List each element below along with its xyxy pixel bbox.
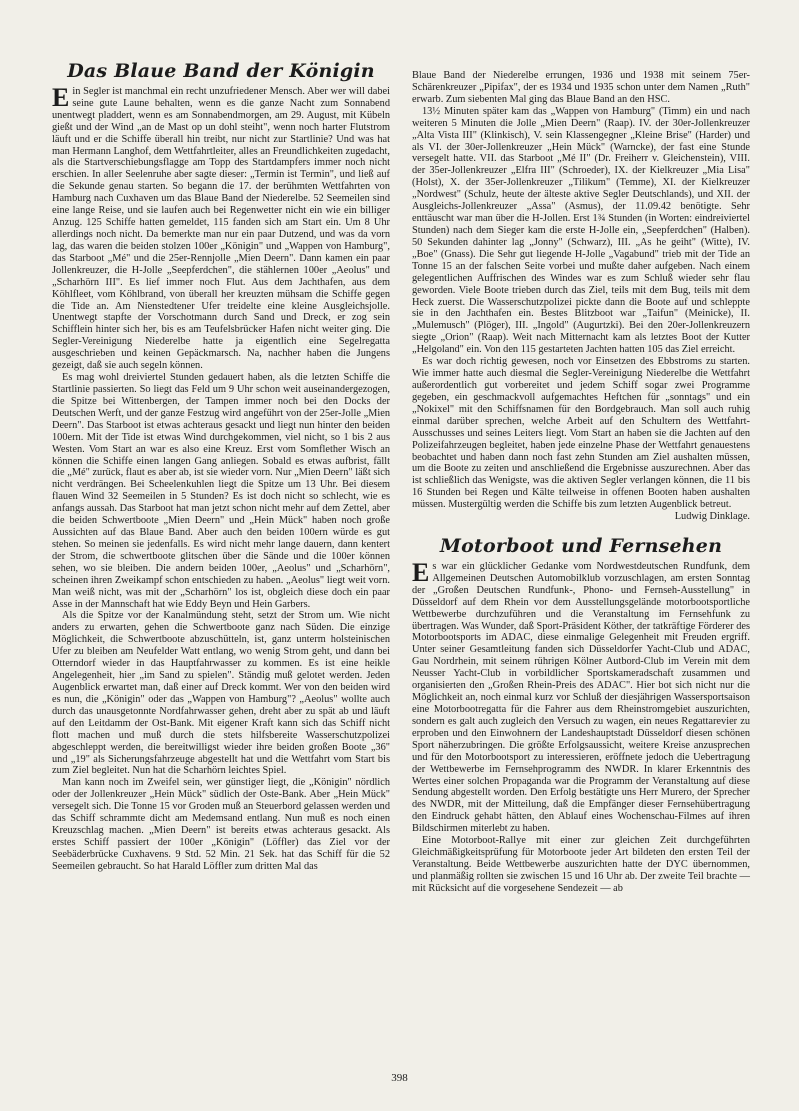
article-paragraph: Blaue Band der Niederelbe errungen, 1936 und 1938 mit seinem 75er-Schärenkreuzer „Pipifax", der es 1934 und 1935 schon unter dem Namen „Ruth" erwarb. Zum siebenten Mal ging das Blaue Band an den HSC. — [412, 70, 750, 105]
article-title-motorboot: Motorboot und Fernsehen — [439, 535, 723, 558]
article-title-blaue-band: Das Blaue Band der Königin — [67, 60, 375, 82]
article-paragraph: Es war doch richtig gewesen, noch vor Einsetzen des Ebbstroms zu starten. Wie immer hatte auch diesmal die Segler-Vereinigung Niederelbe die Wettfahrt außerordentlich gut vorbereitet und jedem Schiff sogar zwei Programme gegeben, ein geschmackvoll aufgemachtes Heftchen für „sonntags" und ein „Nokixel" mit den Schiffsnamen für den Bordgebrauch. Man soll auch ruhig einmal darüber sprechen, welche Arbeit auf den Schultern des Wettfahrt-Ausschusses und seines Leiters liegt. Vom Start an haben sie die Jachten auf den Polizeifahrzeugen begleitet, haben jede einzelne Phase der Wettfahrt genauestens beobachtet und haben dann noch fast zehn Stunden am Ziel aushalten müssen, um die Boote zu zeiten und anschließend die Ergebnisse auszurechnen. Aber das ist schließlich das Wenigste, was die aktiven Segler verlangen können, die 11 bis 16 Stunden bei Regen und Kälte teilweise in offenen Booten haben aushalten müssen. Mustergültig werden die Schiffe bis zum letzten Augenblick betreut. — [412, 356, 750, 511]
article-paragraph: 13½ Minuten später kam das „Wappen von Hamburg" (Timm) ein und nach weiteren 5 Minuten die Jolle „Mien Deern" (Raap). IV. der 30er-Jollenkreuzer „Alta Vista III" (Klinkisch), V. sein Klassengegner „Kleine Brise" (Harder) und als VI. der 30er-Jollenkreuzer „Hein Mück" (Warncke), der fast eine Stunde versegelt hatte. VII. das Starboot „Mé II" (Dr. Freiherr v. Gleichenstein), VIII. der 35er-Jollenkreuzer „Elfra III" (Schroeder), IX. der Kielkreuzer „Mia Lisa" (Holst), X. der 35er-Jollenkreuzer „Tilikum" (Temme), XI. der Kielkreuzer „Nordwest" (Schulz, heute der älteste aktive Segler Deutschlands), und XII. der Ausgleichs-Jollenkreuzer „Assa" (Asmus), der 11.09.42 benötigte. Sehr enttäuscht war man über die H-Jollen. Erst 1¾ Stunden (in Worten: eindreiviertel Stunden) nach dem Sieger kam die erste H-Jolle ein, „Seepferdchen" (Halben). 50 Sekunden dahinter lag „Jonny" (Schwarz), III. „As he geiht" (Witte), IV. „Boe" (Gnass). Die Sehr gut liegende H-Jolle „Vagabund" trieb mit der Tide an Tonne 15 an der falschen Seite vorbei und mußte daher aufgeben. Nach einem gelegentlichen Auffrischen des Windes war es zum Schluß wieder sehr flau geworden. Viele Boote trieben durch das Ziel, teils mit dem Bug, teils mit dem Heck zuerst. Die Wasserschutzpolizei pickte dann die Boote auf und schleppte sie in den Jachthafen ein. Bestes Blitzboot war „Taifun" (Meinicke), II. „Mulemusch" (Plöger), III. „Ingold" (Augurtzki). Bei den 20er-Jollenkreuzern siegte „Orion" (Raap). Weit nach Mitternacht kam als letztes Boot der Kutter „Helgoland" ein. Von den 115 gestarteten Jachten hatten 105 das Ziel erreicht. — [412, 105, 750, 356]
article-paragraph: Als die Spitze vor der Kanalmündung steht, setzt der Strom um. Wie nicht anders zu erwarten, gehen die Schwertboote ganz nach Süden. Die einzige Möglichkeit, die Schwertboote abzuschütteln, ist, ganz unterm holsteinischen Ufer zu bleiben am Neufelder Watt entlang, wo wenig Strom geht, und dann bei Otterndorf wieder in das Hauptfahrwasser zu kommen. Es ist eine heikle Angelegenheit, hier „im Sand zu spielen". Ständig muß gelotet werden. Jeden Augenblick erwartet man, daß einer auf Dreck kommt. Wer von den beiden wird es nun, die „Königin" oder das „Wappen von Hamburg"? „Aeolus" wollte auch durch das unausgetonnte Nordfahrwasser gehen, dreht aber zu spät ab und läuft auf den Leitdamm der Ost-Bank. Mit eigener Kraft kann sich das Schiff nicht flott machen und muß durch die stets hilfsbereite Wasserschutzpolizei abgeschleppt werden, die bereitwilligst wieder ihre beiden großen Boote „36" und „19" als Sicherungsfahrzeuge abgestellt hat und die Wettfahrt vom Start bis zum Ziel begleitet. Nun hat die Scharhörn leichtes Spiel. — [52, 610, 390, 777]
article-paragraph: Eine Motorboot-Rallye mit einer zur gleichen Zeit durchgeführten Gleichmäßigkeitsprüfung für Motorboote jeder Art bildeten den ersten Teil der Veranstaltung. Beide Wettbewerbe auszurichten hatte der DYC übernommen, und planmäßig rollten sie zwischen 15 und 16 Uhr ab. Der zweite Teil brachte — mit Rücksicht auf die vorgesehene Sendezeit — ab — [412, 835, 750, 894]
dropcap: E — [412, 557, 430, 587]
article-paragraph: Man kann noch im Zweifel sein, wer günstiger liegt, die „Königin" nördlich oder der Jollenkreuzer „Hein Mück" südlich der Oste-Bank. Aber „Hein Mück" versegelt sich. Die Tonne 15 vor Groden muß an Steuerbord gelassen werden und das Schiff schrammte dicht am Medemsand entlang. Nun muß es noch einen Kreuzschlag machen. „Mien Deern" ist bereits etwas achteraus gesackt. Als erstes Schiff passiert der 100er „Königin" (Löffler) das Ziel vor der Seebäderbrücke Cuxhavens. 9 Std. 52 Min. 21 Sek. hat das Schiff für die 52 Seemeilen gebraucht. So hat Harald Löffler zum dritten Mal das — [52, 777, 390, 872]
author-signature: Ludwig Dinklage. — [674, 511, 750, 523]
article-paragraph: Es mag wohl dreiviertel Stunden gedauert haben, als die letzten Schiffe die Startlinie passierten. So liegt das Feld um 9 Uhr schon weit auseinandergezogen, die Spitze bei Wittenbergen, der Tampen immer noch bei den Docks der Deutschen Werft, und der ganze Festzug wird angeführt von der 25er-Jolle „Mien Deern". Das Starboot ist etwas achteraus gesackt und liegt nun hinter den beiden 100ern. Mit der Tide ist etwas Wind durchgekommen, viel nicht, so 1 bis 2 aus Westen. Vom Start an war es also eine Kreuz. Erst vom Somflether Wisch an können die Schiffe einen langen Gang anliegen. Sobald es etwas aufbrist, fällt die „Mé" zurück, flaut es aber ab, ist sie wieder vorn. Nur „Mien Deern" läßt sich nicht verdrängen. Bei Scheelenkuhlen liegt die Spitze um 13 Uhr. Bei diesem flauen Wind 32 Seemeilen in 5 Stunden? Es ist doch nicht so schlecht, wie es anfangs aussah. Das Starboot hat man jetzt schon nicht mehr auf dem Zettel, aber die beiden Schwertboote „Mien Deern" und „Hein Mück" haben noch große Aussichten auf das Blaue Band. Aber auch den beiden 100ern würde es gut stehen. So meinen sie jedenfalls. Es wird nicht mehr lange dauern, dann kentert der Strom, die schwertboote glitschen über die Sände und die 100er können sehen, wo sie bleiben. Die andern beiden 100er, „Aeolus" und „Scharhörn", scheinen ihren Zweikampf schon entschieden zu haben. „Aeolus" liegt weit vorn. Man weiß nicht, was mit der „Scharhörn" los ist, obgleich diese doch ein paar Asse in der Mannschaft hat wie Eddy Beyn und Hein Garbers. — [52, 372, 390, 610]
article-paragraph: Es war ein glücklicher Gedanke vom Nordwestdeutschen Rundfunk, dem Allgemeinen Deutschen Automobilklub vorzuschlagen, am ersten Sonntag der „Großen Deutschen Rundfunk-, Phono- und Fernseh-Ausstellung" in Düsseldorf auf dem Rhein vor dem Ausstellungsgelände motorbootsportliche Wettbewerbe durchzuführen und die Veranstaltung im Fernsehfunk zu übertragen. Was Wunder, daß Sport-Präsident Köther, der tatkräftige Förderer des Motorbootsports im ADAC, diese einmalige Gelegenheit mit Freuden ergriff. Unter seiner Gesamtleitung fanden sich Düsseldorfer Yacht-Club und ADAC, Gau Nordrhein, mit seinem rührigen Kölner Autbord-Club im Verein mit dem Neusser Yacht-Club in vorbildlicher Sportskameradschaft zusammen und organisierten den „Großen Rhein-Preis des ADAC". Hier bot sich nicht nur die Möglichkeit an, noch einmal kurz vor Schluß der diesjährigen Wassersportsaison eine Motorbootregatta für die Fahrer aus dem Rheinstromgebiet auszurichten, sondern es galt auch zugleich den Versuch zu wagen, ein neues Regattarevier zu erproben und den Einwohnern der Landeshauptstadt Düsseldorf diesen schönen Sport näherzubringen. Die größte Erfolgsaussicht, weitere Kreise anzusprechen und für den Motorbootsport zu interessieren, eröffnete jedoch die Uebertragung der Wettbewerbe im Fernsehprogramm des NWDR. In klarer Erkenntnis des Wertes einer solchen Propaganda war die Programm der Veranstaltung auf diese Sendung abgestellt worden. Den Erfolg bestätigte uns Herr Murero, der Sprecher des NWDR, mit der Mitteilung, daß die Empfänger dieser Fernsehübertragung den Eindruck gehabt hätten, den Ablauf eines Wochenschau-Filmes auf ihren Bildschirmen miterlebt zu haben. — [412, 557, 750, 835]
article-paragraph: Ein Segler ist manchmal ein recht unzufriedener Mensch. Aber wer will dabei seine gute Laune behalten, wenn es die ganze Nacht zum Sonnabend unentwegt pladdert, wenn es am Sonnabendmorgen, am 29. August, mit Kübeln gießt und der Wind „an de Mast op un dohl steiht", wenn noch harter Flutstrom läuft und er die Schiffe überall hin treibt, nur nicht zur Startlinie? Und was hat man Hermann Langhof, dem Wettfahrtleiter, alles an Freundlichkeiten zugedacht, als die Startverschiebungsflagge am Topp des Startdampfers immer noch nicht erschien. In aller Seelenruhe aber sagte dieser: „Termin ist Termin", und ließ auf die Sekunde genau starten. So begann die 17. der berühmten Wettfahrten von Hamburg nach Cuxhaven um das Blaue Band der Niederelbe. 52 Seemeilen sind eine lange Reise, und sie laufen auch bei Regenwetter nicht ein wie ein billiger Anzug. 125 Schiffe hatten gemeldet, 115 fanden sich am Start ein. Um 8 Uhr allerdings noch nicht. Da bemerkte man nur ein paar Dutzend, und was da vorn lag, das waren die beiden stolzen 100er „Königin" und „Wappen von Hamburg", das Starboot „Mé" und die 25er-Rennjolle „Mien Deern". Dann kamen ein paar Jollenkreuzer, die H-Jolle „Seepferdchen", die stählernen 100er „Aeolus" und „Scharhörn III". Es lief immer noch Flut. Aus dem Jachthafen, aus dem Köhlfleet, vom Köhlbrand, von überall her kreuzten mühsam die Schiffe gegen die Tide an. Am Nienstedtener Ufer treidelte eine kleine Ausgleichsjolle. Unentwegt stapfte der Vorschotmann durch Sand und Dreck, er zog sein Schifflein hinter sich her, bis es am Teufelsbrücker Hafen nicht weiter ging. Die Segler-Vereinigung Niederelbe hatte ja eigentlich eine Segelregatta ausgeschrieben und keinen Gepäckmarsch. Na, nachher haben die Jungens gezeigt, daß sie auch segeln können. — [52, 82, 390, 372]
page-number: 398 — [391, 1072, 408, 1084]
left-column — [52, 60, 390, 873]
dropcap: E — [52, 82, 70, 112]
right-column — [412, 70, 750, 895]
